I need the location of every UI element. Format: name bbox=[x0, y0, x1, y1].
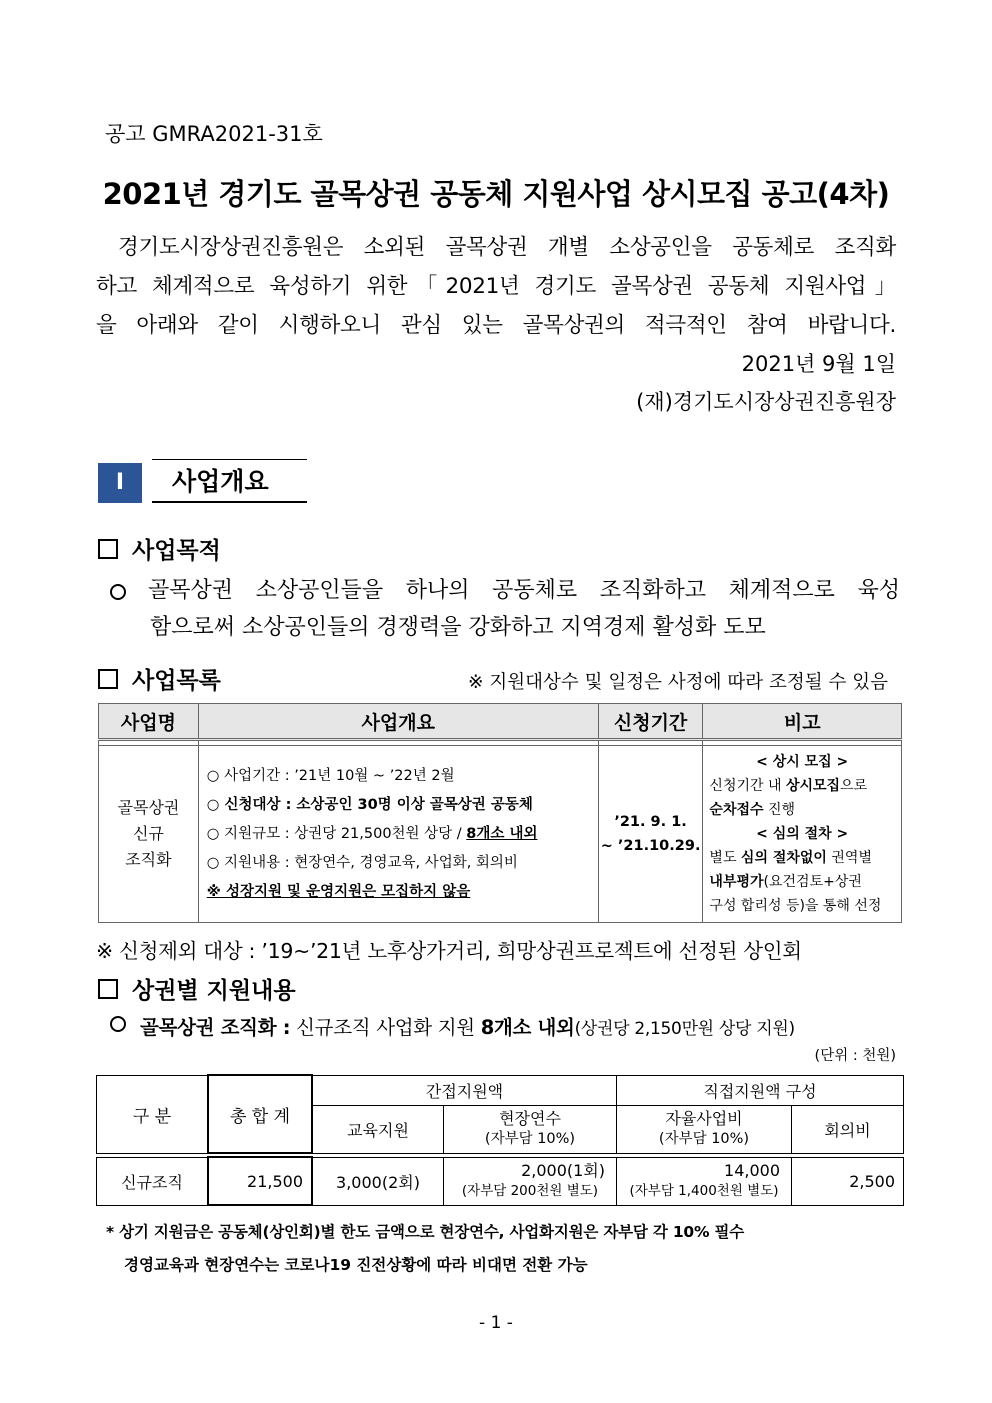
intro-line: 을 아래와 같이 시행하오니 관심 있는 골목상권의 적극적인 참여 바랍니다. bbox=[96, 313, 896, 338]
col-direct: 직접지원액 구성 bbox=[617, 1075, 904, 1105]
table-row bbox=[99, 746, 902, 923]
table-row bbox=[97, 1157, 904, 1205]
footnote: 경영교육과 현장연수는 코로나19 진전상황에 따라 비대면 전환 가능 bbox=[124, 1256, 588, 1274]
exclusion-note: ※ 신청제외 대상 : ’19~’21년 노후상가거리, 희망상권프로젝트에 선정된 상인회 bbox=[96, 939, 802, 963]
document-title: 2021년 경기도 골목상권 공동체 지원사업 상시모집 공고(4차) bbox=[102, 177, 890, 211]
checkbox-square-icon bbox=[98, 539, 118, 559]
application-period: ’21. 9. 1. ~ ’21.10.29. bbox=[598, 746, 703, 923]
list-heading: 사업목록 bbox=[98, 662, 221, 695]
circle-bullet-icon bbox=[110, 1016, 126, 1032]
col-gubun: 구 분 bbox=[97, 1075, 209, 1153]
col-self: 자율사업비 (자부담 10%) bbox=[617, 1105, 792, 1153]
col-total: 총 합 계 bbox=[208, 1075, 312, 1153]
business-overview: ○ 사업기간 : ’21년 10월 ~ ’22년 2월 ○ 신청대상 : 소상공인 30명 이상 골목상권 공동체 ○ 지원규모 : 상권당 21,500천원 상당 / 8개소 내외 ○ 지원내용 : 현장연수, 경영교육, 사업화, 회의비 ※ 성장지원 및 운영지원은 모집하지 않음 bbox=[198, 746, 598, 923]
purpose-heading: 사업목적 bbox=[98, 532, 221, 565]
intro-paragraph bbox=[96, 228, 896, 345]
checkbox-square-icon bbox=[98, 669, 118, 689]
th-period: 신청기간 bbox=[598, 704, 703, 740]
row-meet: 2,500 bbox=[792, 1157, 904, 1205]
col-indirect: 간접지원액 bbox=[312, 1075, 617, 1105]
section-number: Ⅰ bbox=[98, 463, 142, 503]
circle-bullet-icon bbox=[110, 584, 126, 600]
row-total: 21,500 bbox=[208, 1157, 312, 1205]
row-self: 14,000 (자부담 1,400천원 별도) bbox=[617, 1157, 792, 1205]
checkbox-square-icon bbox=[98, 979, 118, 999]
row-edu: 3,000(2회) bbox=[312, 1157, 444, 1205]
list-note: ※ 지원대상수 및 일정은 사정에 따라 조정될 수 있음 bbox=[468, 672, 888, 693]
intro-line: 경기도시장상권진흥원은 소외된 골목상권 개별 소상공인을 공동체로 조직화 bbox=[118, 235, 896, 260]
th-remark: 비고 bbox=[703, 704, 902, 740]
col-field: 현장연수 (자부담 10%) bbox=[444, 1105, 617, 1153]
support-line: 골목상권 조직화 : 신규조직 사업화 지원 8개소 내외(상권당 2,150만원 상당 지원) bbox=[110, 1012, 795, 1040]
business-name: 골목상권 신규 조직화 bbox=[99, 746, 199, 923]
row-field: 2,000(1회) (자부담 200천원 별도) bbox=[444, 1157, 617, 1205]
remark: < 상시 모집 > 신청기간 내 상시모집으로 순차접수 진행 < 심의 절차 > 별도 심의 절차없이 권역별 내부평가(요건검토+상권 구성 합리성 등)을 통해 선정 bbox=[703, 746, 902, 923]
section-title: 사업개요 bbox=[152, 459, 307, 503]
page-number: - 1 - bbox=[479, 1313, 513, 1333]
col-meet: 회의비 bbox=[792, 1105, 904, 1153]
support-table bbox=[96, 1074, 904, 1206]
issuing-organization: (재)경기도시장상권진흥원장 bbox=[636, 390, 896, 414]
purpose-text: 골목상권 소상공인들을 하나의 공동체로 조직화하고 체계적으로 육성 함으로써 소상공인들의 경쟁력을 강화하고 지역경제 활성화 도모 bbox=[110, 572, 900, 646]
announcement-number: 공고 GMRA2021-31호 bbox=[105, 122, 323, 146]
col-edu: 교육지원 bbox=[312, 1105, 444, 1153]
table-header-row bbox=[99, 704, 902, 740]
th-overview: 사업개요 bbox=[198, 704, 598, 740]
intro-line: 하고 체계적으로 육성하기 위한「2021년 경기도 골목상권 공동체 지원사업」 bbox=[96, 274, 896, 299]
business-list-table bbox=[98, 703, 902, 923]
announcement-date: 2021년 9월 1일 bbox=[741, 352, 896, 376]
row-name: 신규조직 bbox=[97, 1157, 209, 1205]
support-heading: 상권별 지원내용 bbox=[98, 972, 296, 1005]
unit-label: (단위 : 천원) bbox=[814, 1048, 896, 1064]
footnote: * 상기 지원금은 공동체(상인회)별 한도 금액으로 현장연수, 사업화지원은 자부담 각 10% 필수 bbox=[106, 1223, 745, 1241]
th-name: 사업명 bbox=[99, 704, 199, 740]
